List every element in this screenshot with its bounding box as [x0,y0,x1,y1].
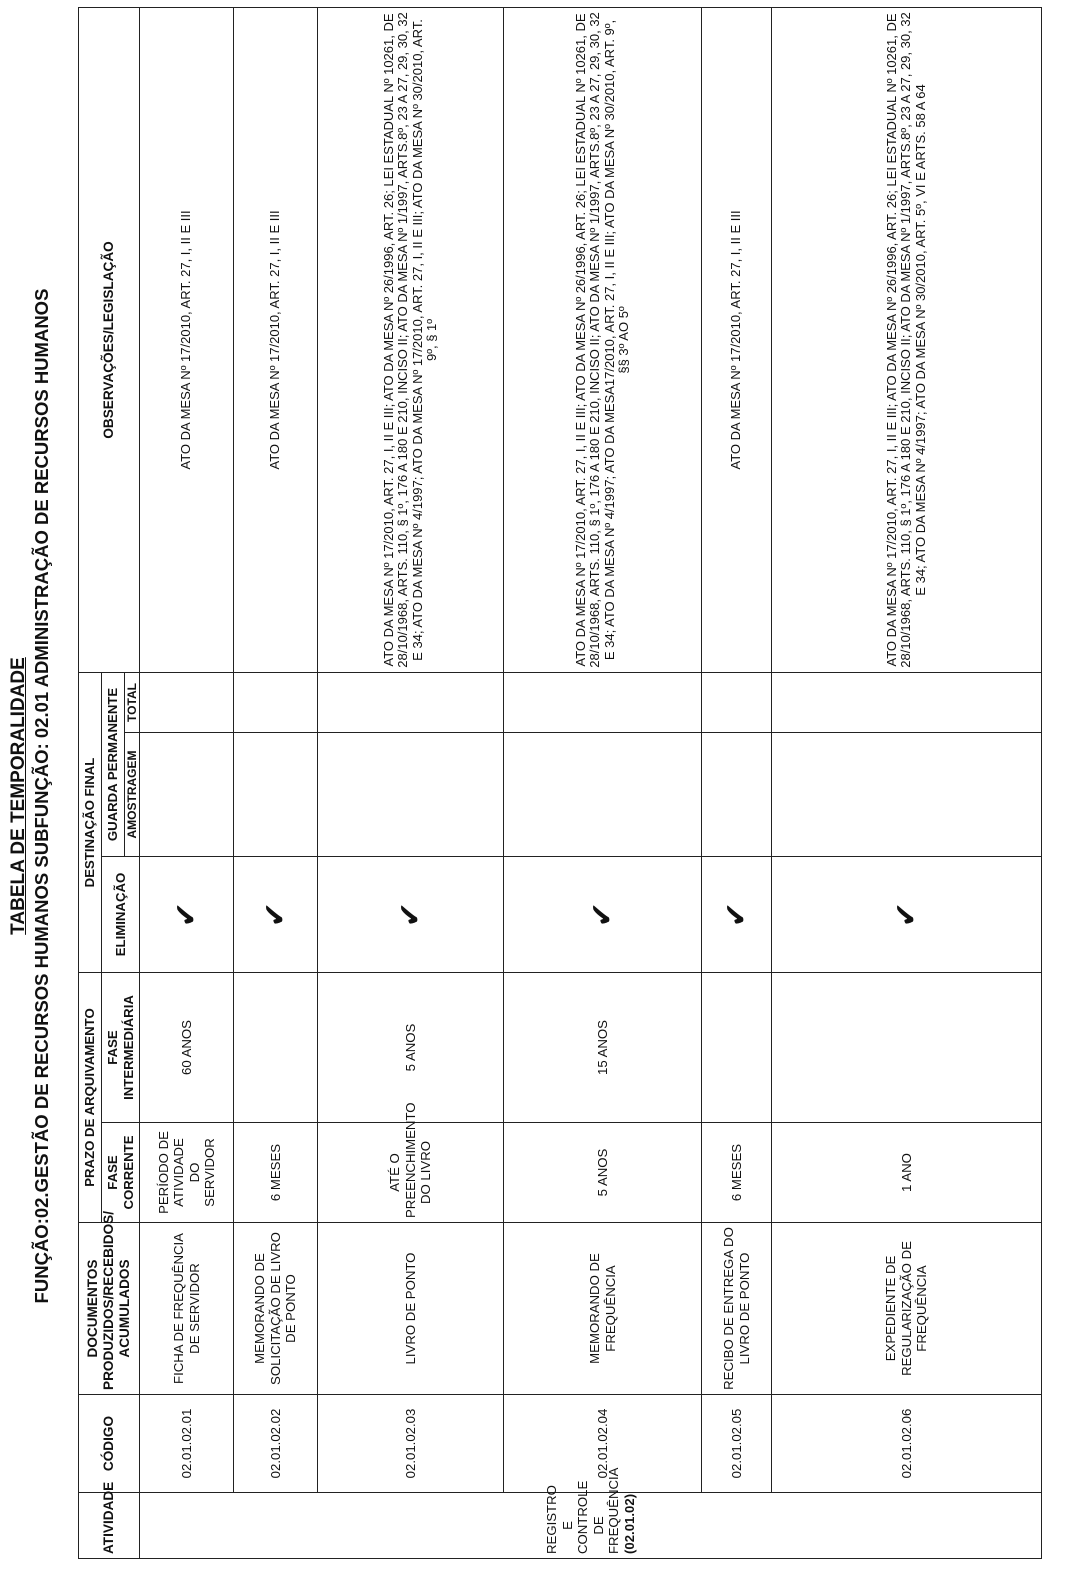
table-row [702,7,772,1558]
eliminacao-cell [772,857,1042,973]
total-cell [140,672,234,732]
fase-corrente-cell: 1 ANO [772,1123,1042,1223]
header-amostragem: AMOSTRAGEM [125,733,140,857]
header-documentos: DOCUMENTOS PRODUZIDOS/RECEBIDOS/ ACUMULADOS [79,1223,140,1395]
header-fase-intermediaria: FASE INTERMEDIÁRIA [102,973,140,1123]
codigo-cell: 02.01.02.03 [318,1395,504,1493]
header-guarda-permanente: GUARDA PERMANENTE [102,672,125,856]
table-row [772,7,1042,1558]
codigo-cell: 02.01.02.06 [772,1395,1042,1493]
codigo-cell: 02.01.02.04 [504,1395,702,1493]
fase-corrente-cell: 6 MESES [702,1123,772,1223]
eliminacao-cell [504,857,702,973]
fase-corrente-cell: PERÍODO DE ATIVIDADE DO SERVIDOR [140,1123,234,1223]
total-cell [702,672,772,732]
table-row [234,7,318,1558]
amostragem-cell [318,733,504,857]
documento-cell: MEMORANDO DE SOLICITAÇÃO DE LIVRO DE PONTO [234,1223,318,1395]
page-title: TABELA DE TEMPORALIDADE [8,657,29,935]
observacoes-cell: ATO DA MESA Nº 17/2010, ART. 27, I, II E III [234,7,318,672]
codigo-cell: 02.01.02.05 [702,1395,772,1493]
observacoes-cell: ATO DA MESA Nº 17/2010, ART. 27, I, II E III; ATO DA MESA Nº 26/1996, ART. 26; LEI ESTADUAL Nº 10261, DE 28/10/1968, ARTS. 110, § 1º, 176 A 180 E 210, INCISO II; ATO DA MESA Nº 1/1997, ARTS.8º, 23 A 27, 29, 30, 32 E 34; ATO DA MESA Nº 4/1997; ATO DA MESA Nº 30/2010, ART. 5º, VI E ARTS. 58 A 64 [772,7,1042,672]
checkmark-icon: ✔ [585,901,619,928]
total-cell [234,672,318,732]
table-row [504,7,702,1558]
amostragem-cell [504,733,702,857]
observacoes-cell: ATO DA MESA Nº 17/2010, ART. 27, I, II E III; ATO DA MESA Nº 26/1996, ART. 26; LEI ESTADUAL Nº 10261, DE 28/10/1968, ARTS. 110, § 1º, 176 A 180 E 210, INCISO II; ATO DA MESA Nº 1/1997, ARTS.8º, 23 A 27, 29, 30, 32 E 34; ATO DA MESA Nº 4/1997; ATO DA MESA Nº 17/2010, ART. 27, I, II E III; ATO DA MESA Nº 30/2010, ART. 9º, § 1º [318,7,504,672]
fase-intermediaria-cell: 5 ANOS [318,973,504,1123]
total-cell [772,672,1042,732]
header-observacoes: OBSERVAÇÕES/LEGISLAÇÃO [79,7,140,672]
checkmark-icon: ✔ [889,901,923,928]
activity-name: REGISTRO E CONTROLE DE FREQUÊNCIA [543,1467,622,1554]
fase-intermediaria-cell: 60 ANOS [140,973,234,1123]
observacoes-cell: ATO DA MESA Nº 17/2010, ART. 27, I, II E III; ATO DA MESA Nº 26/1996, ART. 26; LEI ESTADUAL Nº 10261, DE 28/10/1968, ARTS. 110, § 1º, 176 A 180 E 210, INCISO II; ATO DA MESA Nº 1/1997, ARTS.8º, 23 A 27, 29, 30, 32 E 34; ATO DA MESA Nº 4/1997; ATO DA MESA17/2010, ART. 27, I, II E III; ATO DA MESA Nº 30/2010, ART. 9º, §§ 3º AO 5º [504,7,702,672]
header-codigo: CÓDIGO [79,1395,140,1493]
fase-corrente-cell: ATÉ O PREENCHIMENTO DO LIVRO [318,1123,504,1223]
amostragem-cell [140,733,234,857]
observacoes-cell: ATO DA MESA Nº 17/2010, ART. 27, I, II E III [702,7,772,672]
fase-corrente-cell: 5 ANOS [504,1123,702,1223]
header-eliminacao: ELIMINAÇÃO [102,857,140,973]
fase-intermediaria-cell: 15 ANOS [504,973,702,1123]
activity-cell [140,1467,1042,1559]
header-atividade: ATIVIDADE [79,1493,140,1559]
fase-corrente-cell: 6 MESES [234,1123,318,1223]
eliminacao-cell [140,857,234,973]
amostragem-cell [234,733,318,857]
header-fase-corrente: FASE CORRENTE [102,1123,140,1223]
header-prazo: PRAZO DE ARQUIVAMENTO [79,973,102,1223]
checkmark-icon: ✔ [393,901,427,928]
documento-cell: LIVRO DE PONTO [318,1223,504,1395]
fase-intermediaria-cell [234,973,318,1123]
documento-cell: FICHA DE FREQUÊNCIA DE SERVIDOR [140,1223,234,1395]
amostragem-cell [772,733,1042,857]
eliminacao-cell [234,857,318,973]
header-destinacao: DESTINAÇÃO FINAL [79,672,102,972]
page-subtitle: FUNÇÃO:02.GESTÃO DE RECURSOS HUMANOS SUBFUNÇÃO: 02.01 ADMINISTRAÇÃO DE RECURSOS HUMANOS [31,288,52,1304]
codigo-cell: 02.01.02.01 [140,1395,234,1493]
checkmark-icon: ✔ [719,901,753,928]
temporality-table [78,7,1042,1559]
total-cell [504,672,702,732]
header-total: TOTAL [125,672,140,732]
eliminacao-cell [318,857,504,973]
observacoes-cell: ATO DA MESA Nº 17/2010, ART. 27, I, II E III [140,7,234,672]
documento-cell: MEMORANDO DE FREQUÊNCIA [504,1223,702,1395]
activity-code: (02.01.02) [621,1493,637,1554]
codigo-cell: 02.01.02.02 [234,1395,318,1493]
checkmark-icon: ✔ [258,901,292,928]
documento-cell: EXPEDIENTE DE REGULARIZAÇÃO DE FREQUÊNCIA [772,1223,1042,1395]
eliminacao-cell [702,857,772,973]
table-row [318,7,504,1558]
table-row [140,7,234,1558]
fase-intermediaria-cell [772,973,1042,1123]
checkmark-icon: ✔ [169,901,203,928]
documento-cell: RECIBO DE ENTREGA DO LIVRO DE PONTO [702,1223,772,1395]
total-cell [318,672,504,732]
amostragem-cell [702,733,772,857]
fase-intermediaria-cell [702,973,772,1123]
